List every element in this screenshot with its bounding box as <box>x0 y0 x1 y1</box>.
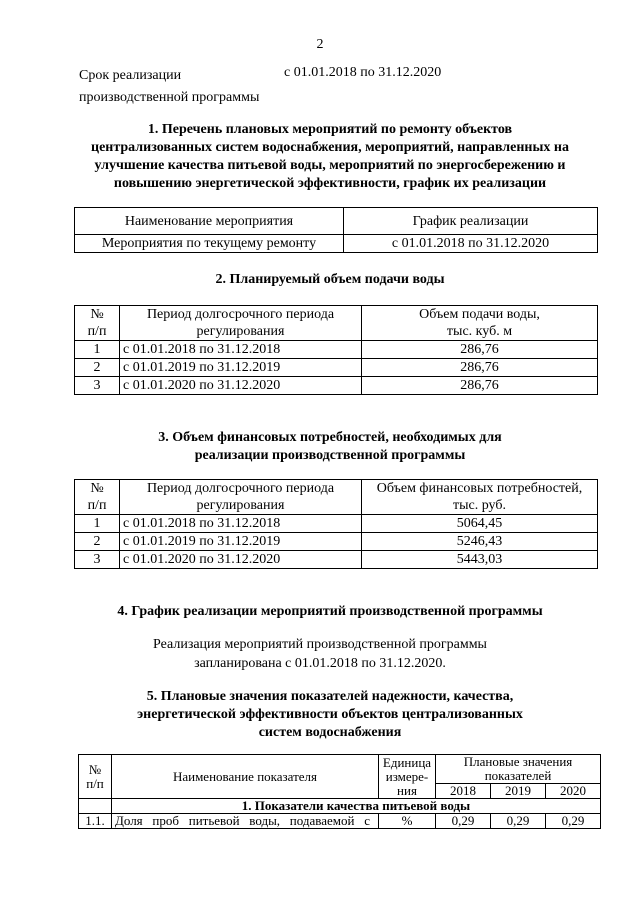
header-text: измере- <box>385 768 429 784</box>
term-label <box>79 65 259 109</box>
table-row <box>75 533 598 551</box>
row-period: с 01.01.2020 по 31.12.2020 <box>120 377 362 395</box>
row-value: 286,76 <box>362 341 598 359</box>
row-number: 1 <box>75 341 120 359</box>
section3-title <box>60 429 600 465</box>
col-header-unit <box>379 755 436 799</box>
row-number: 1 <box>75 515 120 533</box>
row-value-2019: 0,29 <box>491 814 546 829</box>
col-header-year: 2020 <box>546 784 601 799</box>
table-row <box>75 341 598 359</box>
section1-title-line: централизованных систем водоснабжения, мероприятий, направленных на <box>91 140 569 155</box>
row-period: с 01.01.2018 по 31.12.2018 <box>120 341 362 359</box>
header-text: № <box>88 761 102 777</box>
section1-title <box>60 121 600 193</box>
header-text: п/п <box>86 775 104 791</box>
header-text: Период долгосрочного периода <box>146 481 335 496</box>
table-header-row <box>75 480 598 515</box>
header-text: Объем подачи воды, <box>419 307 540 322</box>
col-header-financial <box>362 480 598 515</box>
col-header-period <box>120 480 362 515</box>
row-number: 2 <box>75 359 120 377</box>
table-group-row <box>79 799 601 814</box>
header-text: регулирования <box>196 498 285 513</box>
section4-title: 4. График реализации мероприятий производственной программы <box>117 604 543 619</box>
row-value: 5246,43 <box>362 533 598 551</box>
col-header-activity: Наименование мероприятия <box>75 208 344 235</box>
section2-title: 2. Планируемый объем подачи воды <box>215 272 445 287</box>
table-row <box>75 515 598 533</box>
row-value: 5064,45 <box>362 515 598 533</box>
term-label-line1: Срок реализации <box>79 68 182 83</box>
col-header-planned <box>436 755 601 784</box>
table-row <box>75 551 598 569</box>
col-header-number <box>75 306 120 341</box>
section4-text-line: Реализация мероприятий производственной программы <box>153 637 487 652</box>
row-value: 286,76 <box>362 377 598 395</box>
row-period: с 01.01.2020 по 31.12.2020 <box>120 551 362 569</box>
col-header-period <box>120 306 362 341</box>
header-text: № <box>90 481 104 496</box>
water-supply-table <box>74 305 598 395</box>
row-value: 5443,03 <box>362 551 598 569</box>
page-number: 2 <box>316 37 324 52</box>
section3-title-line: 3. Объем финансовых потребностей, необходимых для <box>158 430 502 445</box>
col-header-volume <box>362 306 598 341</box>
header-text: Единица <box>382 754 432 770</box>
row-period: с 01.01.2019 по 31.12.2019 <box>120 533 362 551</box>
header-text: п/п <box>87 324 107 339</box>
section3-title-line: реализации производственной программы <box>194 448 466 463</box>
row-value: 286,76 <box>362 359 598 377</box>
col-header-indicator: Наименование показателя <box>112 755 379 799</box>
header-text: показателей <box>484 768 552 783</box>
section4-text-line: запланирована с 01.01.2018 по 31.12.2020. <box>194 656 446 671</box>
indicators-table <box>78 754 601 829</box>
row-period: с 01.01.2019 по 31.12.2019 <box>120 359 362 377</box>
table-header-row <box>79 755 601 784</box>
row-number: 2 <box>75 533 120 551</box>
table-header-row <box>75 208 598 235</box>
section4-text <box>0 635 640 673</box>
row-unit: % <box>379 814 436 829</box>
row-number: 1.1. <box>79 814 112 829</box>
row-value-2020: 0,29 <box>546 814 601 829</box>
header-text: регулирования <box>196 324 285 339</box>
activities-table <box>74 207 598 253</box>
table-row <box>75 359 598 377</box>
financial-needs-table <box>74 479 598 569</box>
section5-title-line: энергетической эффективности объектов централизованных <box>137 707 523 722</box>
section1-title-line: 1. Перечень плановых мероприятий по ремонту объектов <box>147 122 513 137</box>
term-value: с 01.01.2018 по 31.12.2020 <box>284 65 442 80</box>
term-label-line2: производственной программы <box>79 90 260 105</box>
activity-schedule: с 01.01.2018 по 31.12.2020 <box>344 235 598 253</box>
header-text: № <box>90 307 104 322</box>
table-row <box>75 235 598 253</box>
col-header-number <box>79 755 112 799</box>
header-text: тыс. руб. <box>453 498 506 513</box>
col-header-year: 2019 <box>491 784 546 799</box>
row-indicator: Доля проб питьевой воды, подаваемой с <box>112 814 379 829</box>
section1-title-line: повышению энергетической эффективности, график их реализации <box>113 176 547 191</box>
col-header-schedule: График реализации <box>344 208 598 235</box>
section5-title-line: 5. Плановые значения показателей надежности, качества, <box>146 689 514 704</box>
section1-title-line: улучшение качества питьевой воды, мероприятий по энергосбережению и <box>94 158 566 173</box>
section5-title <box>60 688 600 742</box>
row-period: с 01.01.2018 по 31.12.2018 <box>120 515 362 533</box>
header-text: п/п <box>87 498 107 513</box>
header-text: тыс. куб. м <box>446 324 513 339</box>
group-title: 1. Показатели качества питьевой воды <box>112 799 601 814</box>
table-row <box>79 814 601 829</box>
activity-name: Мероприятия по текущему ремонту <box>75 235 344 253</box>
table-header-row <box>75 306 598 341</box>
group-spacer <box>79 799 112 814</box>
header-text: ния <box>397 782 417 798</box>
header-text: Объем финансовых потребностей, <box>376 481 583 496</box>
row-number: 3 <box>75 377 120 395</box>
header-text: Плановые значения <box>463 754 573 769</box>
row-value-2018: 0,29 <box>436 814 491 829</box>
col-header-number <box>75 480 120 515</box>
header-text: Период долгосрочного периода <box>146 307 335 322</box>
row-number: 3 <box>75 551 120 569</box>
col-header-year: 2018 <box>436 784 491 799</box>
section5-title-line: систем водоснабжения <box>258 725 402 740</box>
table-row <box>75 377 598 395</box>
